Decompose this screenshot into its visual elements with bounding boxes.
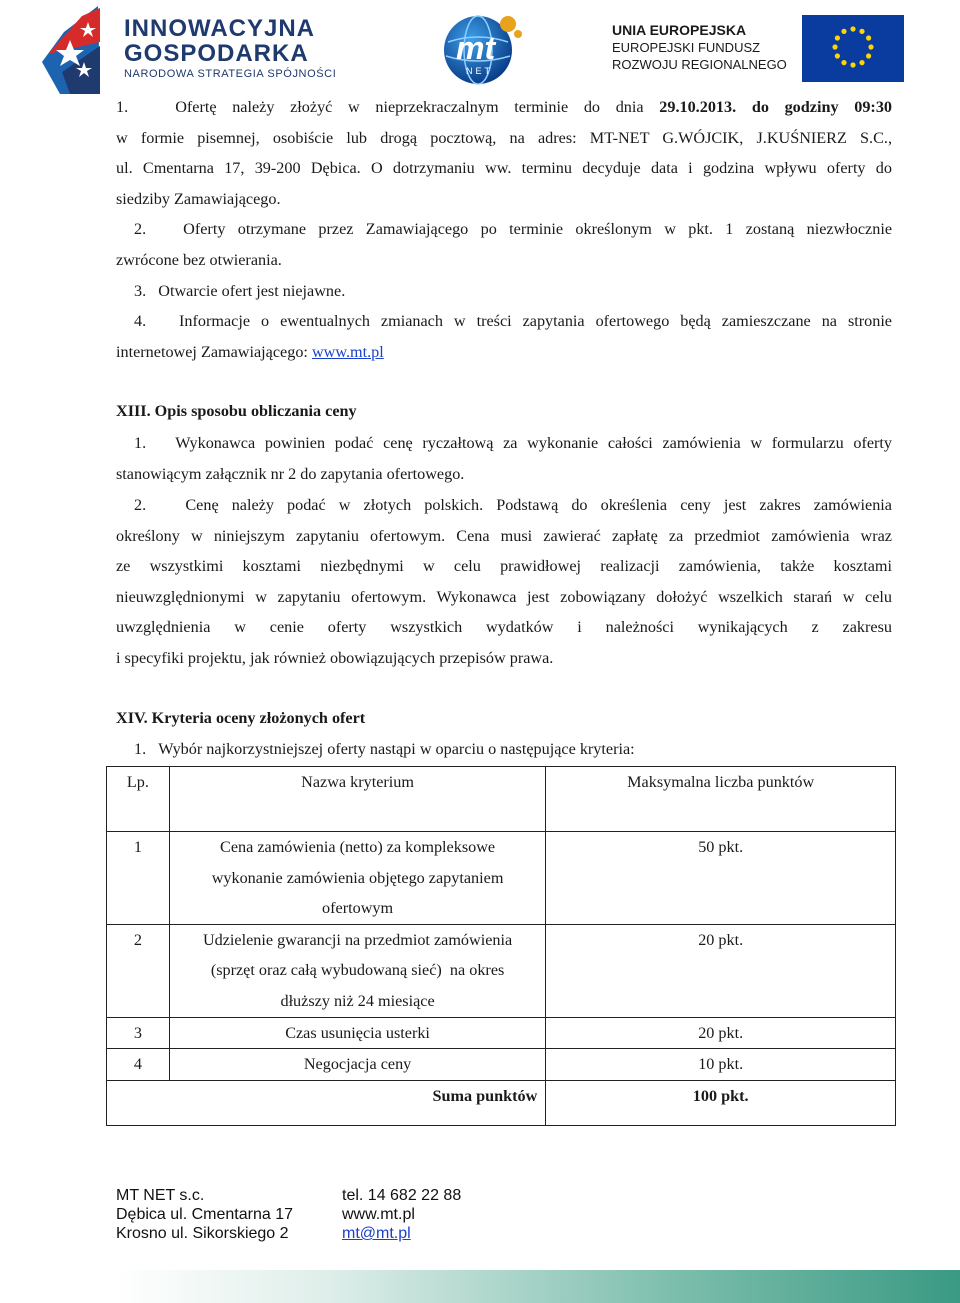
table-row — [107, 1017, 896, 1049]
ue-line-2: EUROPEJSKI FUNDUSZ — [612, 40, 761, 55]
footer-tel: tel. 14 682 22 88 — [342, 1187, 462, 1204]
row-lp: 3 — [107, 1017, 170, 1049]
section-12-point-4: 4. Informacje o ewentualnych zmianach w treści zapytania ofertowego będą zamieszczane na stronie internetowej Zamawiającego: www.mt.pl — [116, 312, 892, 361]
row-name: Negocjacja ceny — [169, 1049, 546, 1081]
website-link[interactable]: www.mt.pl — [311, 342, 384, 361]
mt-net-logo — [442, 12, 524, 88]
page-header — [0, 0, 960, 92]
table-sum-row — [107, 1080, 896, 1125]
footer-gradient-bar — [116, 1270, 960, 1303]
section-12-point-3: 3. Otwarcie ofert jest niejawne. — [134, 282, 346, 300]
section-13-point-2: 2. Cenę należy podać w złotych polskich. Podstawą do określenia ceny jest zakres zamówienia określony w niniejszym zapytaniu ofertowym. Cena musi zawierać zapłatę za przedmiot zamówienia wraz ze wszystkimi kosztami niezbędnymi w celu prawidłowej realizacji zamówienia, także kosztami nieuwzględnionymi w zapytaniu ofertowym. Wykonawca jest zobowiązany dołożyć wszelkich starań w celu uwzględnienia w cenie oferty wszystkich wydatków i należności wynikających z zakresu i specyfiki projektu, jak również obowiązujących przepisów prawa. — [116, 496, 892, 667]
table-row — [107, 832, 896, 925]
star-flag-icon — [40, 2, 126, 94]
row-points: 50 pkt. — [546, 832, 896, 925]
innowacyjna-gospodarka-logo — [40, 2, 340, 92]
table-row — [107, 1049, 896, 1081]
eu-text-block — [612, 22, 787, 73]
ue-line-1: UNIA EUROPEJSKA — [612, 22, 747, 38]
row-lp: 2 — [107, 924, 170, 1017]
row-name: Czas usunięcia usterki — [169, 1017, 546, 1049]
criteria-table — [106, 766, 896, 1126]
ig-subtitle: NARODOWA STRATEGIA SPÓJNOŚCI — [124, 68, 337, 80]
sum-value: 100 pkt. — [546, 1080, 896, 1125]
row-name: Cena zamówienia (netto) za kompleksowe wykonanie zamówienia objętego zapytaniem ofertowym — [169, 832, 546, 925]
row-points: 20 pkt. — [546, 1017, 896, 1049]
section-12-point-1: 1. Ofertę należy złożyć w nieprzekraczalnym terminie do dnia 29.10.2013. do godziny 09:30 w formie pisemnej, osobiście lub drogą pocztową, na adres: MT-NET G.WÓJCIK, J.KUŚNIERZ S.C., ul. Cmentarna 17, 39-200 Dębica. O dotrzymaniu ww. terminu decyduje data i godzina wpływu oferty do siedziby Zamawiającego. — [116, 98, 893, 208]
row-points: 10 pkt. — [546, 1049, 896, 1081]
ig-title-line-2: GOSPODARKA — [124, 40, 309, 67]
section-13-heading: XIII. Opis sposobu obliczania ceny — [116, 402, 357, 420]
ue-line-3: ROZWOJU REGIONALNEGO — [612, 57, 787, 72]
section-12-point-2: 2. Oferty otrzymane przez Zamawiającego po terminie określonym w pkt. 1 zostaną niezwłocznie zwrócone bez otwierania. — [116, 220, 893, 269]
header-lp: Lp. — [107, 767, 170, 832]
table-header-row — [107, 767, 896, 832]
row-lp: 4 — [107, 1049, 170, 1081]
mt-logo-sub: NET — [466, 66, 493, 76]
mt-logo-text: mt — [456, 30, 496, 66]
footer-address: MT NET s.c. Dębica ul. Cmentarna 17 Krosno ul. Sikorskiego 2 — [116, 1187, 293, 1242]
sum-label: Suma punktów — [169, 1080, 546, 1125]
header-name: Nazwa kryterium — [169, 767, 546, 832]
section-14-heading: XIV. Kryteria oceny złożonych ofert — [116, 709, 366, 727]
section-14-point-1: 1. Wybór najkorzystniejszej oferty nastąpi w oparciu o następujące kryteria: — [134, 740, 635, 758]
row-lp: 1 — [107, 832, 170, 925]
eu-flag-icon — [802, 15, 904, 82]
row-name: Udzielenie gwarancji na przedmiot zamówienia (sprzęt oraz całą wybudowaną sieć) na okres dłuższy niż 24 miesiące — [169, 924, 546, 1017]
table-row — [107, 924, 896, 1017]
row-points: 20 pkt. — [546, 924, 896, 1017]
section-13-point-1: 1. Wykonawca powinien podać cenę ryczałtową za wykonanie całości zamówienia w formularzu oferty stanowiącym załącznik nr 2 do zapytania ofertowego. — [116, 434, 893, 483]
footer-contact — [342, 1186, 461, 1243]
footer-email-link[interactable]: mt@mt.pl — [342, 1225, 411, 1242]
sum-spacer — [107, 1080, 170, 1125]
header-max-points: Maksymalna liczba punktów — [546, 767, 896, 832]
ig-title-line-1: INNOWACYJNA — [124, 15, 316, 42]
footer-www: www.mt.pl — [342, 1206, 415, 1223]
